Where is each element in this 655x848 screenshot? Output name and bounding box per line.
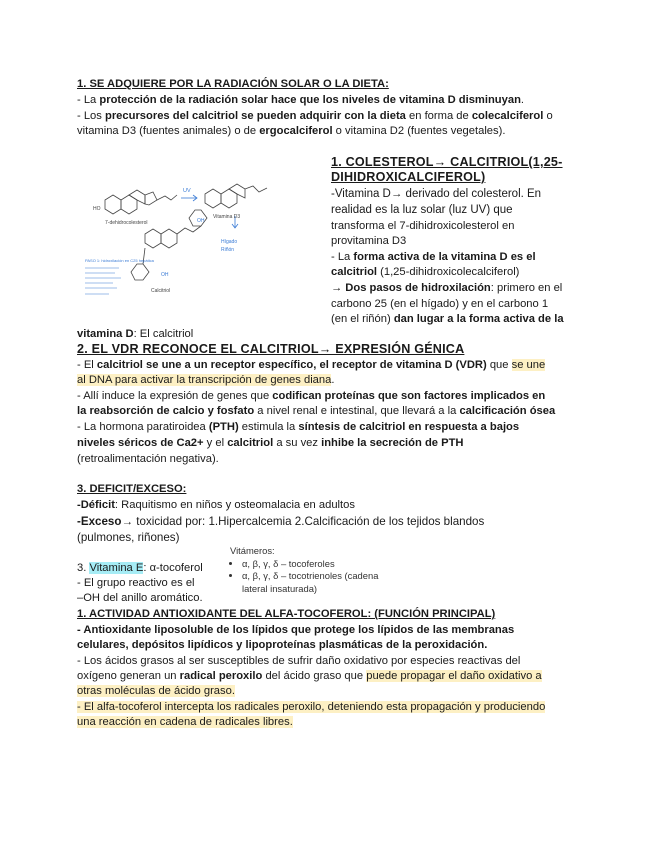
right-line-2: realidad es la luz solar (luz UV) que (331, 204, 513, 216)
text: que (486, 359, 512, 371)
text-bold: → (331, 282, 346, 294)
text: o vitamina D2 (fuentes vegetales). (332, 125, 506, 137)
text: : primero en el (490, 282, 563, 294)
section-2-line-2 (77, 373, 334, 388)
highlighted-text: puede propagar el daño oxidativo a (366, 670, 542, 682)
right-line-6 (331, 265, 519, 280)
antioxidant-line-5 (77, 684, 235, 699)
text-bold: -Déficit (77, 499, 115, 511)
antioxidant-line-4 (77, 669, 542, 684)
ho-label: HO (93, 206, 101, 212)
section-3-title: 3. DEFICIT/EXCESO: (77, 483, 187, 495)
text: (en el riñón) (331, 313, 394, 325)
text: : Raquitismo en niños y osteomalacia en adultos (114, 499, 355, 511)
figure-legend: PASO 1: hidroxilación en C25 hepática (85, 258, 154, 263)
colesterol-heading-1: 1. COLESTEROL→ CALCITRIOL(1,25- (331, 155, 563, 169)
text: vitamina D3 (fuentes animales) o de (77, 125, 260, 137)
text: - La (331, 251, 354, 263)
section-2-line-5 (77, 420, 519, 435)
liver-caption: Hígado (221, 239, 238, 245)
text-bold: forma activa de la vitamina D es el (353, 251, 536, 263)
text: oxígeno generan un (77, 670, 180, 682)
vitameros-list (230, 558, 390, 596)
section-2-title: 2. EL VDR RECONOCE EL CALCITRIOL→ EXPRESIÓN GÉNICA (77, 342, 465, 356)
highlighted-text: otras moléculas de ácido graso. (77, 685, 235, 697)
text: o (543, 110, 553, 122)
highlighted-text: se une (511, 359, 546, 371)
text: (1,25-dihidroxicolecalciferol) (377, 266, 520, 278)
section-1-line-1 (77, 93, 524, 108)
text: : El calcitriol (133, 328, 194, 340)
text-bold: calcificación ósea (459, 405, 556, 417)
text: toxicidad por: 1.Hipercalcemia 2.Calcificación de los tejidos blandos (133, 515, 485, 528)
right-line-8: carbono 25 (en el hígado) y en el carbono 1 (331, 298, 549, 310)
text: a su vez (273, 437, 322, 449)
text: estimula la (238, 421, 299, 433)
oh-label-1: OH (197, 218, 205, 224)
text: . (331, 374, 335, 386)
text: en forma de (405, 110, 472, 122)
figure-legend-lines (85, 268, 121, 294)
text-bold: la reabsorción de calcio y fosfato (77, 405, 255, 417)
section-2-line-7: (retroalimentación negativa). (77, 453, 219, 465)
right-line-3: transforma el 7-dihidroxicolesterol en (331, 220, 515, 232)
antioxidant-line-2: celulares, depósitos lipídicos y lipoproteínas plasmáticas de la peroxidación. (77, 639, 488, 651)
text: y el (203, 437, 228, 449)
section-3-line-2 (77, 514, 484, 529)
text-bold: inhibe la secreción de PTH (321, 437, 464, 449)
vitamin-d-synthesis-figure (85, 158, 322, 306)
section-2-line-6 (77, 436, 463, 451)
text-bold: colecalciferol (471, 110, 544, 122)
calcitriol-line (77, 327, 193, 342)
text-bold: ergocalciferol (259, 125, 333, 137)
right-line-7 (331, 281, 562, 296)
antioxidant-line-7 (77, 715, 293, 730)
right-line-9 (331, 312, 564, 327)
right-line-1: -Vitamina D→ derivado del colesterol. En (331, 188, 542, 200)
text-bold: codifican proteínas que son factores implicados en (272, 390, 546, 402)
colesterol-heading-2: DIHIDROXICALCIFEROL) (331, 170, 486, 184)
figure-label-3: Calcitriol (151, 288, 171, 294)
right-line-5 (331, 250, 536, 265)
oh-label-2: OH (161, 272, 169, 278)
text-bold: radical peroxilo (179, 670, 263, 682)
section-2-line-1 (77, 358, 545, 373)
section-antioxidant-title: 1. ACTIVIDAD ANTIOXIDANTE DEL ALFA-TOCOFEROL: (FUNCIÓN PRINCIPAL) (77, 608, 496, 620)
text: - La hormona paratiroidea (77, 421, 209, 433)
vitamina-e-line-2: - El grupo reactivo es el (77, 577, 195, 589)
text: - El (77, 359, 97, 371)
antioxidant-line-6 (77, 700, 545, 715)
vitameros-title: Vitámeros: (230, 545, 275, 556)
text-bold: -Exceso→ (77, 515, 134, 528)
text-bold: Dos pasos de hidroxilación (345, 282, 491, 294)
section-3-line-3: (pulmones, riñones) (77, 531, 180, 544)
section-3-line-1 (77, 498, 355, 513)
text: - Los (77, 110, 105, 122)
figure-label-2: Vitamina D3 (213, 214, 241, 220)
right-line-4: provitamina D3 (331, 235, 407, 247)
section-1-title: 1. SE ADQUIERE POR LA RADIACIÓN SOLAR O LA DIETA: (77, 78, 389, 90)
text-bold: calcitriol se une a un receptor específico, el receptor de vitamina D (VDR) (96, 359, 487, 371)
section-2-line-4 (77, 404, 555, 419)
figure-label-1: 7-dehidrocolesterol (105, 220, 148, 226)
vitamina-e-line (77, 561, 203, 576)
text-bold: precursores del calcitriol se pueden adquirir con la dieta (104, 110, 406, 122)
text-bold: calcitriol (331, 266, 378, 278)
text-bold: protección de la radiación solar hace que los niveles de vitamina D disminuyan (99, 94, 521, 106)
text: - La (77, 94, 100, 106)
text: a nivel renal e intestinal, que llevará a la (254, 405, 460, 417)
highlighted-text: al DNA para activar la transcripción de genes diana (77, 374, 332, 386)
text: : (143, 562, 150, 574)
text-bold: (PTH) (208, 421, 239, 433)
text: 3. (77, 562, 90, 574)
section-1-line-2 (77, 109, 553, 124)
text: α-tocoferol (149, 562, 203, 574)
highlighted-text: una reacción en cadena de radicales libres. (77, 716, 293, 728)
kidney-caption: Riñón (221, 247, 235, 253)
text: . (520, 94, 525, 106)
text-bold: dan lugar a la forma activa de la (393, 313, 564, 325)
text-bold: calcitriol (227, 437, 274, 449)
antioxidant-line-1: - Antioxidante liposoluble de los lípidos que protege los lípidos de las membranas (77, 624, 515, 636)
text-bold: niveles séricos de Ca2+ (77, 437, 204, 449)
text-bold: síntesis de calcitriol en respuesta a bajos (298, 421, 520, 433)
highlighted-text: Vitamina E (89, 562, 144, 574)
text: del ácido graso que (262, 670, 367, 682)
antioxidant-line-3: - Los ácidos grasos al ser susceptibles de sufrir daño oxidativo por especies reactivas del (77, 655, 521, 667)
section-1-line-3 (77, 124, 505, 139)
vitamina-e-line-3: –OH del anillo aromático. (77, 592, 203, 604)
list-item: • α, β, γ, δ – tocotrienoles (cadena lateral insaturada) (242, 570, 390, 595)
highlighted-text: - El alfa-tocoferol intercepta los radicales peroxilo, deteniendo esta propagación y produciendo (77, 701, 546, 713)
list-item: • α, β, γ, δ – tocoferoles (242, 558, 390, 571)
uv-label: UV (183, 188, 191, 194)
section-2-line-3 (77, 389, 545, 404)
vitameros-box (230, 545, 390, 595)
text: - Allí induce la expresión de genes que (77, 390, 273, 402)
text-bold: vitamina D (77, 328, 134, 340)
